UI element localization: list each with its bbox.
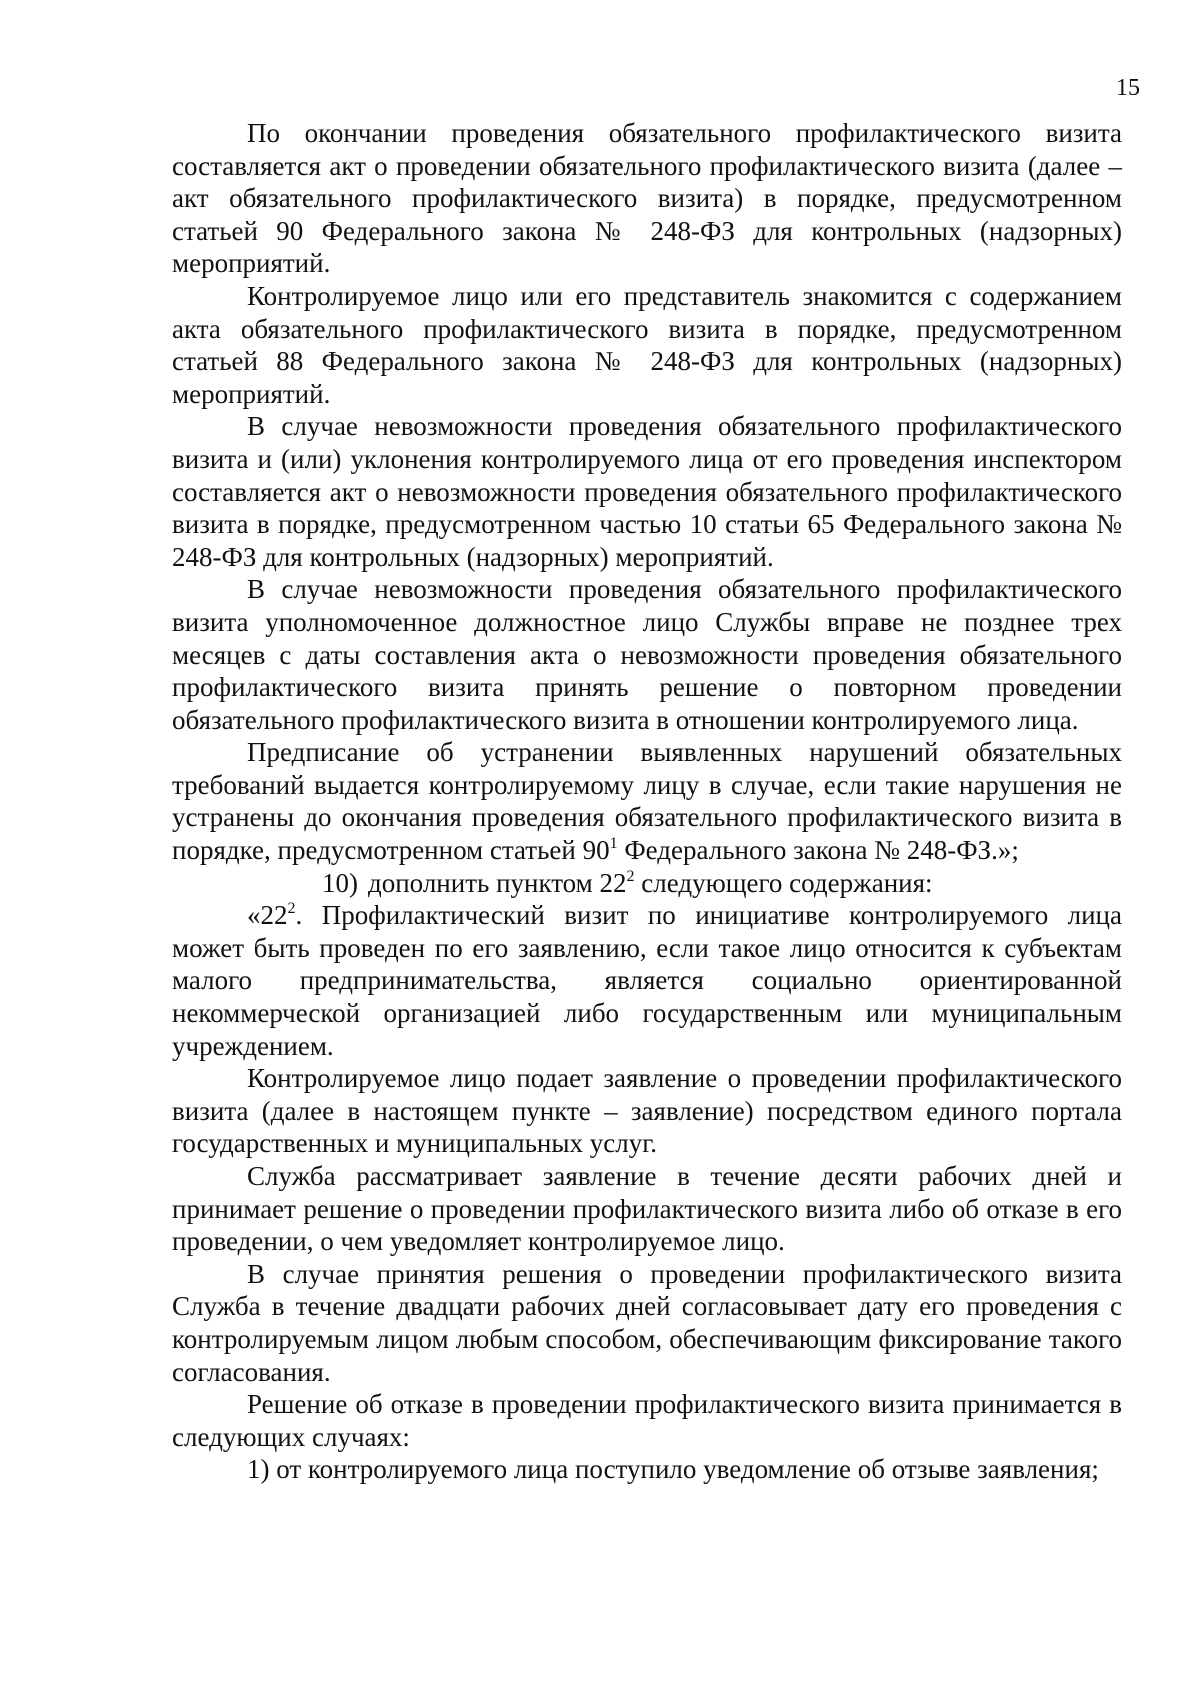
list-item-tail: следующего содержания: [634, 867, 933, 898]
paragraph-point-22-2 [172, 899, 1122, 1062]
paragraph-prescription [172, 736, 1122, 866]
paragraph-application-review: Служба рассматривает заявление в течение десяти рабочих дней и принимает решение о проведении профилактического визита либо об отказе в его проведении, о чем уведомляет контролируемое лицо. [172, 1161, 1122, 1257]
paragraph-repeat-visit: В случае невозможности проведения обязательного профилактического визита уполномоченное должностное лицо Службы вправе не позднее трех месяцев с даты составления акта о невозможности проведения обязательного профилактического визита принять решение о повторном проведении обязательного профилактического визита в отношении контролируемого лица. [172, 574, 1122, 735]
superscript-point-index: 2 [626, 867, 635, 885]
page-number: 15 [1116, 75, 1140, 101]
point-number: «22 [247, 900, 288, 931]
superscript-point-index: 2 [287, 900, 296, 918]
paragraph-prescription-tail: Федерального закона № 248-ФЗ.»; [617, 835, 1019, 866]
paragraph-act-of-visit: По окончании проведения обязательного профилактического визита составляется акт о проведении обязательного профилактического визита (далее – акт обязательного профилактического визита) в порядке, предусмотренном статьей 90 Федерального закона № 248-ФЗ для контрольных (надзорных) мероприятий. [172, 118, 1122, 279]
paragraph-impossibility-act: В случае невозможности проведения обязательного профилактического визита и (или) уклонения контролируемого лица от его проведения инспектором составляется акт о невозможности проведения обязательного профилактического визита в порядке, предусмотренном частью 10 статьи 65 Федерального закона № 248-ФЗ для контрольных (надзорных) мероприятий. [172, 411, 1122, 572]
list-item-text: дополнить пунктом 22 [368, 867, 627, 898]
paragraph-application-submission: Контролируемое лицо подает заявление о проведении профилактического визита (далее в настоящем пункте – заявление) посредством единого портала государственных и муниципальных услуг. [172, 1063, 1122, 1159]
paragraph-prescription-text: Предписание об устранении выявленных нарушений обязательных требований выдается контролируемому лицу в случае, если такие нарушения не устранены до окончания проведения обязательного профилактического визита в порядке, предусмотренном статьей 90 [172, 737, 1122, 866]
list-item-10 [172, 867, 1122, 900]
paragraph-refusal-cases: Решение об отказе в проведении профилактического визита принимается в следующих случаях: [172, 1389, 1122, 1452]
list-item-number: 10) [322, 867, 358, 898]
paragraph-acquaintance-with-act: Контролируемое лицо или его представитель знакомится с содержанием акта обязательного профилактического визита в порядке, предусмотренном статьей 88 Федерального закона № 248-ФЗ для контрольных (надзорных) мероприятий. [172, 280, 1122, 409]
list-item-1: 1) от контролируемого лица поступило уведомление об отзыве заявления; [247, 1454, 1099, 1485]
document-body [172, 117, 1122, 1486]
paragraph-date-agreement: В случае принятия решения о проведении профилактического визита Служба в течение двадцати рабочих дней согласовывает дату его проведения с контролируемым лицом любым способом, обеспечивающим фиксирование такого согласования. [172, 1258, 1122, 1387]
point-text: . Профилактический визит по инициативе контролируемого лица может быть проведен по его заявлению, если такое лицо относится к субъектам малого предпринимательства, является социально ориентированной некоммерческой организацией либо государственным или муниципальным учреждением. [172, 900, 1122, 1061]
superscript-article-index: 1 [609, 835, 618, 853]
